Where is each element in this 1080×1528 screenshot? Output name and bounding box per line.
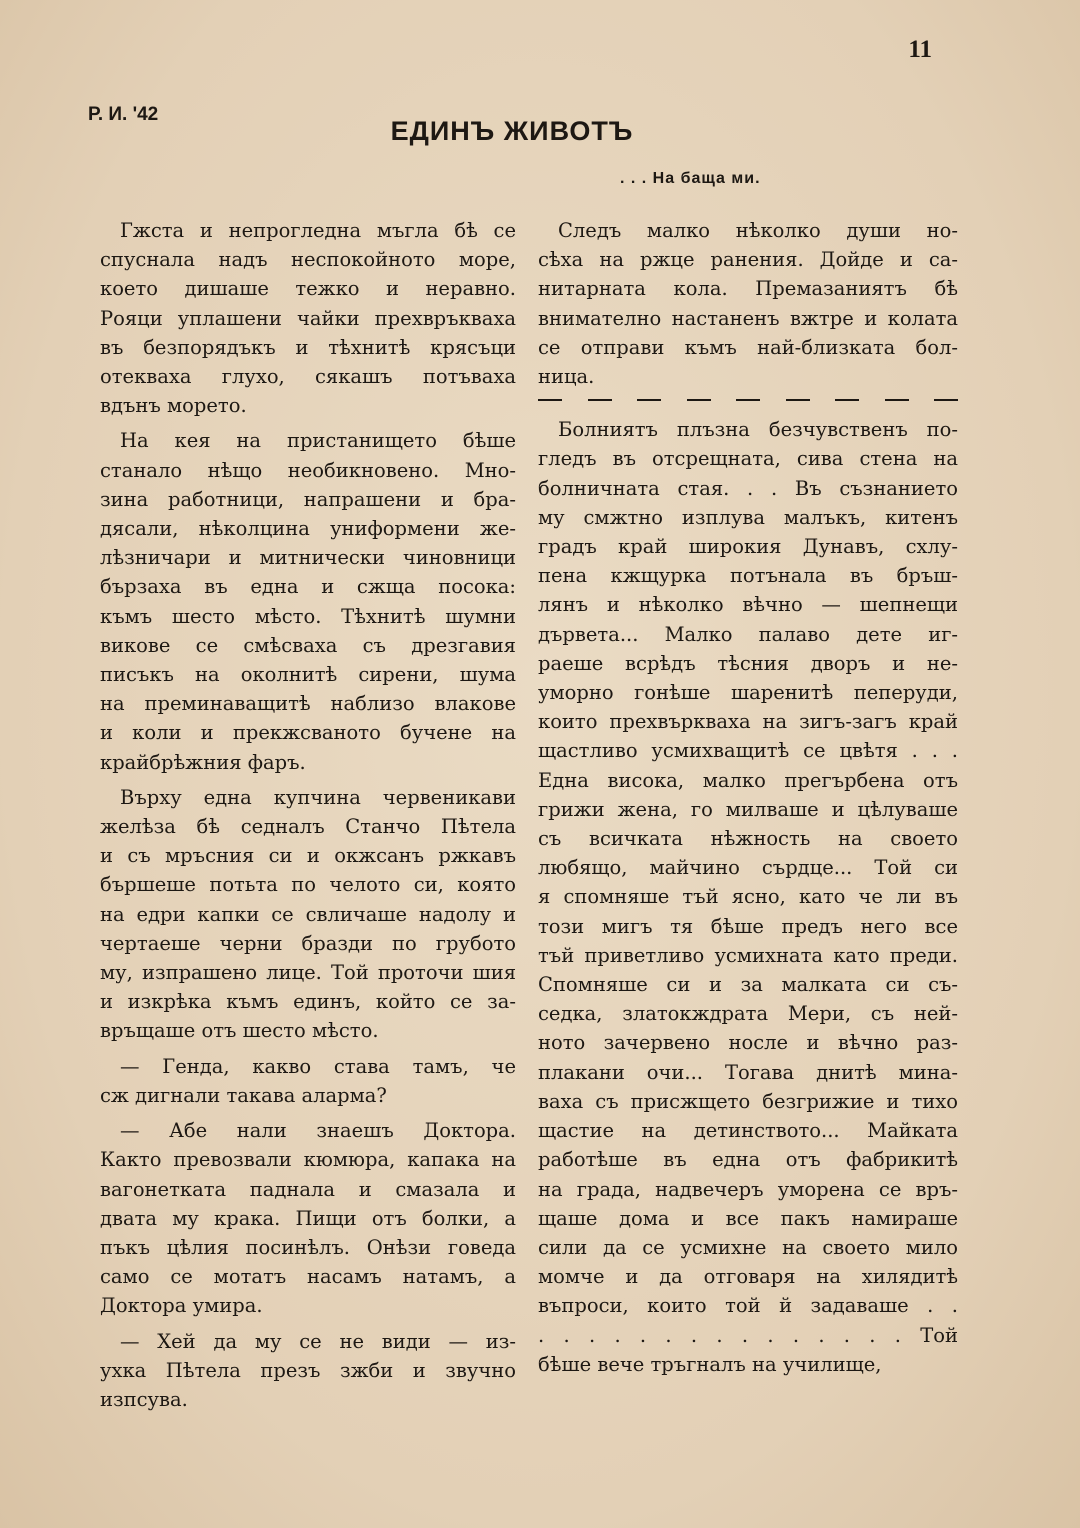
text-line: крайбрѣжния фаръ. (100, 750, 306, 774)
left-column (100, 216, 516, 1420)
text-line: бършеше потьта по челото си, която (100, 873, 516, 897)
text-line: писъкъ на околнитѣ сирени, шума (100, 663, 516, 687)
paragraph (538, 216, 958, 391)
text-line: бързаха въ една и сжща посока: (100, 575, 516, 599)
right-column-top (538, 216, 958, 391)
text-line: тъй приветливо усмихната като преди. (538, 943, 958, 967)
article-title: ЕДИНЪ ЖИВОТЪ (390, 116, 634, 146)
text-line: само се мотатъ насамъ натамъ, а (100, 1265, 516, 1289)
author-signature: Р. И. '42 (88, 104, 159, 125)
text-line: щастие на детинството... Майката (538, 1119, 958, 1143)
paragraph (100, 426, 516, 776)
text-line: станало нѣщо необикновено. Мно- (100, 458, 516, 482)
paragraph (100, 1052, 516, 1110)
text-line: — Абе нали знаешъ Доктора. (120, 1119, 516, 1143)
text-line: сили да се усмихне на своето мило (538, 1235, 958, 1259)
right-column (538, 216, 958, 1385)
text-line: Доктора умира. (100, 1294, 263, 1318)
text-line: на града, надвечеръ уморена се връ- (538, 1177, 958, 1201)
text-line: лянъ и нѣколко вѣчно — шепнещи (538, 593, 958, 617)
text-line: градъ край широкия Дунавъ, схлу- (538, 535, 958, 559)
text-line: двата му крака. Пищи отъ болки, а (100, 1206, 516, 1230)
text-line: чертаеше черни бразди по грубото (100, 931, 516, 955)
text-line: пъкъ цѣлия посинѣлъ. Онѣзи говеда (100, 1235, 516, 1259)
paragraph (538, 415, 958, 1379)
text-line: Спомняше си и за малката си съ- (538, 973, 958, 997)
text-line: ница. (538, 365, 595, 389)
text-line: и съ мръсния си и окжсанъ ржкавъ (100, 844, 516, 868)
paragraph (100, 1327, 516, 1415)
text-line: вдънъ морето. (100, 394, 247, 418)
text-line: пена кжщурка потънала въ бръш- (538, 564, 958, 588)
text-line: зина работници, напрашени и бра- (100, 487, 516, 511)
section-divider (538, 399, 958, 401)
text-line: дървета... Малко палаво дете иг- (538, 622, 958, 646)
text-line: желѣза бѣ седналъ Станчо Пѣтела (100, 815, 516, 839)
right-column-bottom (538, 415, 958, 1379)
text-line: грижи жена, го милваше и цѣлуваше (538, 797, 958, 821)
text-line: седка, златокждрата Мери, съ ней- (538, 1002, 958, 1026)
text-line: Гжста и непрогледна мъгла бѣ се (120, 219, 516, 242)
text-line: въ безпорядъкъ и тѣхнитѣ крясъци (100, 335, 516, 359)
text-line: този мигъ тя бѣше предъ него все (538, 914, 958, 938)
text-line: ното зачервено носле и вѣчно раз- (538, 1031, 958, 1055)
text-line: му, изпрашено лице. Той проточи шия (100, 961, 516, 985)
text-line: на едри капки се свличаше надолу и (100, 902, 516, 926)
text-line: ухка Пѣтела презъ зжби и звучно (100, 1358, 516, 1382)
text-line: любящо, майчино сърдце... Той си (538, 856, 958, 880)
text-line: къмъ шесто мѣсто. Тѣхнитѣ шумни (100, 604, 516, 628)
text-line: Върху една купчина червеникави (120, 785, 516, 809)
text-line: Болниятъ плъзна безчувственъ по- (558, 418, 958, 442)
text-line: я спомняше тъй ясно, като че ли въ (538, 885, 958, 909)
text-line: гледъ въ отсрещната, сива стена на (538, 447, 958, 471)
text-line: викове се смѣсваха съ дрезгавия (100, 633, 516, 657)
text-line: което дишаше тежко и неравно. (100, 277, 516, 301)
text-line: уморно гонѣше шаренитѣ пеперуди, (538, 681, 958, 705)
text-line: раеше всрѣдъ тѣсния дворъ и не- (538, 651, 958, 675)
text-line: момче и да отговаря на хилядитѣ (538, 1265, 958, 1289)
paragraph (100, 216, 516, 420)
text-line: на преминаващитѣ наблизо влакове (100, 692, 516, 716)
text-line: нитарната кола. Премазаниятъ бѣ (538, 277, 958, 301)
text-line: изпсува. (100, 1387, 188, 1411)
text-line: Рояци уплашени чайки прехвръкваха (100, 306, 516, 330)
text-line: се отправи къмъ най-близката бол- (538, 335, 958, 359)
paragraph (100, 783, 516, 1046)
text-line: отекваха глухо, сякашъ потъваха (100, 365, 516, 389)
page-number: 11 (908, 36, 932, 63)
text-line: щастливо усмихващитѣ се цвѣтя . . . (538, 739, 958, 763)
text-line: връщаше отъ шесто мѣсто. (100, 1019, 379, 1043)
text-line: ваха съ присжщето безгрижие и тихо (538, 1089, 958, 1113)
text-line: вагонетката паднала и смазала и (100, 1177, 516, 1201)
text-line: лѣзничари и митнически чиновници (100, 546, 516, 570)
text-line: му смжтно изплува малъкъ, китенъ (538, 505, 958, 529)
text-line: — Хей да му се не види — из- (120, 1329, 516, 1353)
text-line: сѣха на ржце ранения. Дойде и са- (538, 248, 958, 272)
paragraph (100, 1116, 516, 1320)
text-line: болничната стая. . . Въ съзнанието (538, 476, 958, 500)
text-line: Следъ малко нѣколко души но- (558, 219, 958, 242)
text-line: въпроси, които той й задаваше . . (538, 1294, 958, 1318)
text-line: плакани очи... Тогава днитѣ мина- (538, 1060, 958, 1084)
text-line: и изкрѣка къмъ единъ, който се за- (100, 990, 516, 1014)
text-line: работѣше въ една отъ фабрикитѣ (538, 1148, 958, 1172)
text-line: На кея на пристанището бѣше (120, 429, 516, 453)
text-line: и коли и прекжсваното бучене на (100, 721, 516, 745)
text-line: бѣше вече тръгналъ на училище, (538, 1352, 882, 1376)
dedication: . . . На баща ми. (620, 170, 761, 187)
text-line: щаше дома и все пакъ намираше (538, 1206, 958, 1230)
text-line: които прехвъркваха на зигъ-загъ край (538, 710, 958, 734)
text-line: сж дигнали такава аларма? (100, 1083, 387, 1107)
text-line: — Генда, какво става тамъ, че (120, 1054, 516, 1078)
text-line: внимателно настаненъ вжтре и колата (538, 306, 958, 330)
text-line: дясали, нѣколцина униформени же- (100, 517, 516, 541)
text-line: Както превозвали кюмюра, капака на (100, 1148, 516, 1172)
text-line: . . . . . . . . . . . . . . . Той (538, 1323, 958, 1347)
text-line: съ всичката нѣжность на своето (538, 827, 958, 851)
text-line: Една висока, малко прегърбена отъ (538, 768, 958, 792)
text-line: спуснала надъ неспокойното море, (100, 248, 516, 272)
